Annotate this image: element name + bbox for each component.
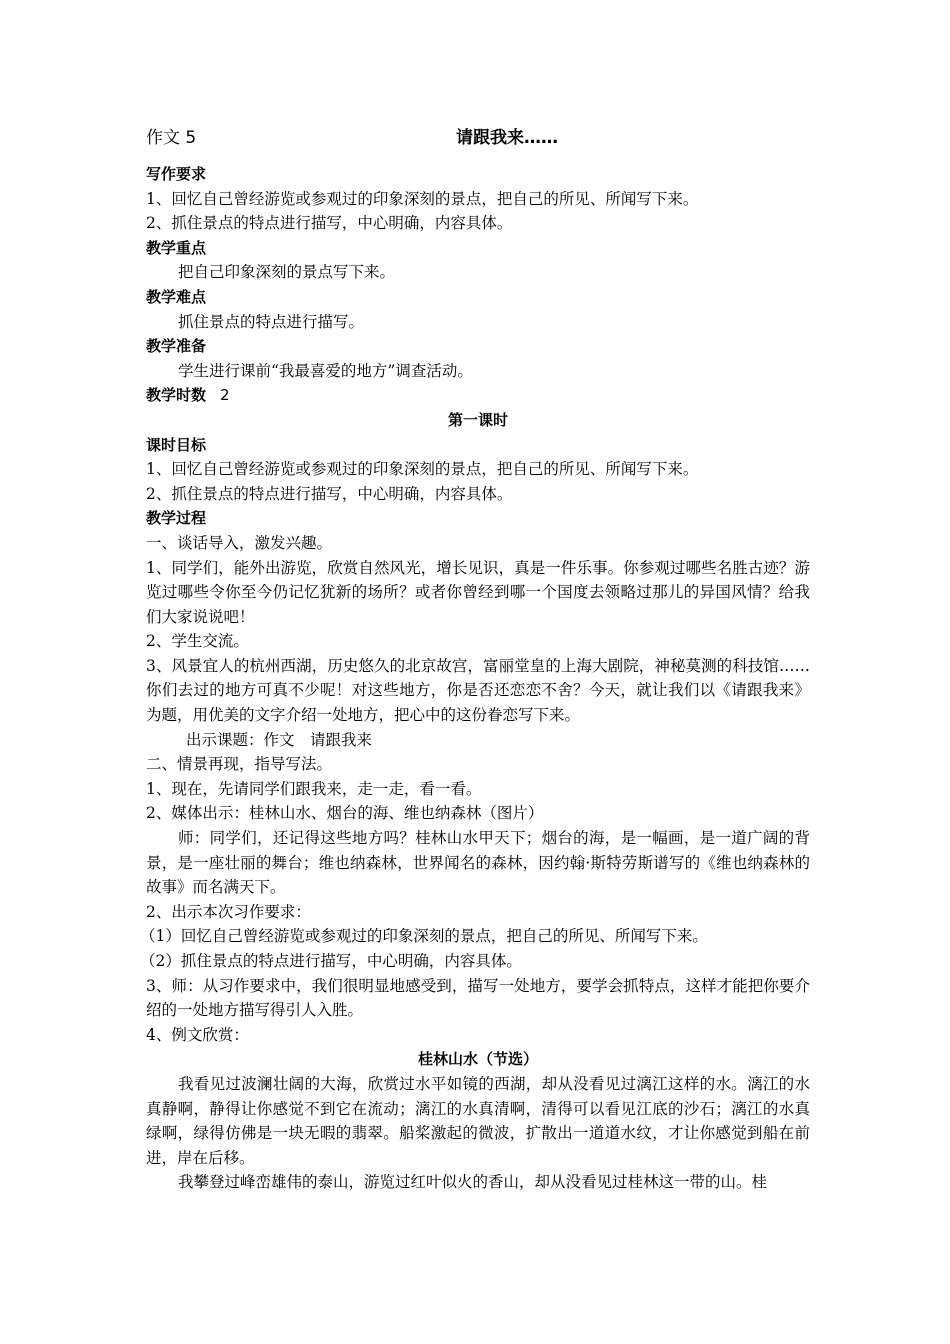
example-paragraph-2: 我攀登过峰峦雄伟的泰山，游览过红叶似火的香山，却从没看见过桂林这一带的山。桂 <box>178 1173 768 1192</box>
step-2-item-5: 4、例文欣赏： <box>146 1025 249 1044</box>
title-row <box>146 124 810 162</box>
step-1-item-3: 3、风景宜人的杭州西湖，历史悠久的北京故宫，富丽堂皇的上海大剧院，神秘莫测的科技馆……你们去过的地方可真不少呢！对这些地方，你是否还恋恋不舍？今天，就让我们以《请跟我来》为题，用优美的文字介绍一处地方，把心中的这份眷恋写下来。 <box>146 656 810 725</box>
step-1-item-2: 2、学生交流。 <box>146 632 249 651</box>
heading-key-points: 教学重点 <box>146 238 207 257</box>
goal-2: 2、抓住景点的特点进行描写，中心明确，内容具体。 <box>146 484 513 503</box>
step-2-item-3: 2、出示本次习作要求： <box>146 902 311 921</box>
step-2-item-4: 3、师：从习作要求中，我们很明显地感受到，描写一处地方，要学会抓特点，这样才能把你要介绍的一处地方描写得引人入胜。 <box>146 976 810 1020</box>
composition-label: 作文 5 <box>146 128 197 148</box>
difficulties-text: 抓住景点的特点进行描写。 <box>178 312 365 331</box>
heading-requirements: 写作要求 <box>146 165 207 183</box>
heading-difficulties: 教学难点 <box>146 287 207 306</box>
key-points-text: 把自己印象深刻的景点写下来。 <box>178 263 396 282</box>
teaching-hours <box>146 383 810 408</box>
step-1-heading: 一、谈话导入，激发兴趣。 <box>146 533 333 552</box>
heading-teaching-hours: 教学时数 <box>146 386 207 405</box>
requirement-2: 2、抓住景点的特点进行描写，中心明确，内容具体。 <box>146 214 513 233</box>
teacher-remarks: 师：同学们，还记得这些地方吗？桂林山水甲天下；烟台的海，是一幅画，是一道广阔的背景，是一座壮丽的舞台；维也纳森林，世界闻名的森林，因约翰·斯特劳斯谱写的《维也纳森林的故事》而名满天下。 <box>146 829 810 897</box>
heading-preparation: 教学准备 <box>146 337 207 356</box>
requirement-list-2: （2）抓住景点的特点进行描写，中心明确，内容具体。 <box>140 952 522 970</box>
heading-process: 教学过程 <box>146 509 207 528</box>
teaching-hours-value: 2 <box>220 386 230 405</box>
lesson-heading: 第一课时 <box>447 410 508 429</box>
preparation-text: 学生进行课前“我最喜爱的地方”调查活动。 <box>178 361 473 380</box>
step-2-item-2: 2、媒体出示：桂林山水、烟台的海、维也纳森林（图片） <box>146 804 544 823</box>
example-paragraph-1: 我看见过波澜壮阔的大海，欣赏过水平如镜的西湖，却从没看见过漓江这样的水。漓江的水真静啊，静得让你感觉不到它在流动；漓江的水真清啊，清得可以看见江底的沙石；漓江的水真绿啊，绿得仿佛是一块无暇的翡翠。船桨激起的微波，扩散出一道道水纹，才让你感觉到船在前进，岸在后移。 <box>146 1074 810 1167</box>
step-2-heading: 二、情景再现，指导写法。 <box>146 755 333 774</box>
goal-1: 1、回忆自己曾经游览或参观过的印象深刻的景点，把自己的所见、所闻写下来。 <box>146 460 699 479</box>
page-title: 请跟我来…… <box>456 128 558 148</box>
document-page <box>140 124 810 1195</box>
requirement-list-1: （1）回忆自己曾经游览或参观过的印象深刻的景点，把自己的所见、所闻写下来。 <box>140 927 708 946</box>
step-2-item-1: 1、现在，先请同学们跟我来，走一走，看一看。 <box>146 779 482 798</box>
requirement-1: 1、回忆自己曾经游览或参观过的印象深刻的景点，把自己的所见、所闻写下来。 <box>146 189 699 208</box>
example-title: 桂林山水（节选） <box>417 1050 538 1069</box>
show-topic: 出示课题：作文 请跟我来 <box>186 730 373 749</box>
heading-lesson-goals: 课时目标 <box>146 435 207 454</box>
step-1-item-1: 1、同学们，能外出游览，欣赏自然风光，增长见识，真是一件乐事。你参观过哪些名胜古迹？游览过哪些令你至今仍记忆犹新的场所？或者你曾经到哪一个国度去领略过那儿的异国风情？给我们大家说说吧！ <box>146 558 810 626</box>
